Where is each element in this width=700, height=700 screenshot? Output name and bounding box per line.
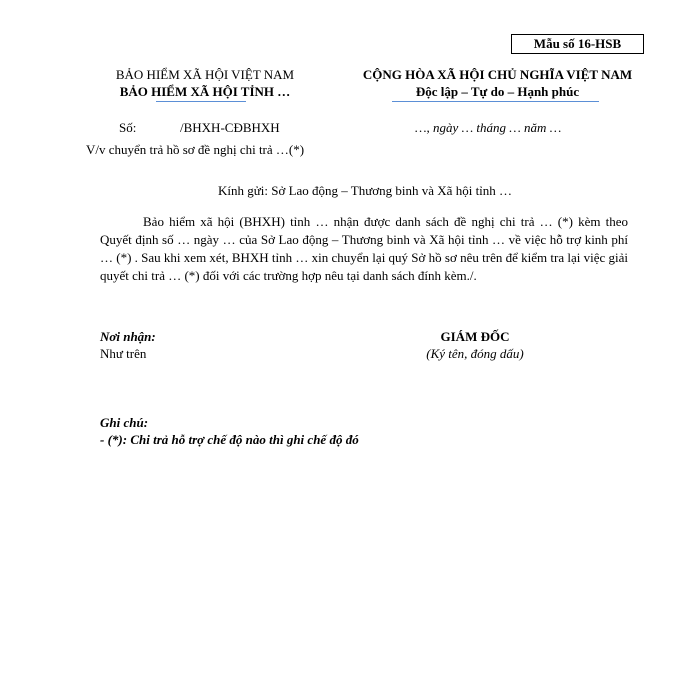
document-number: /BHXH-CĐBHXH bbox=[180, 120, 280, 135]
motto-underline bbox=[392, 101, 599, 102]
body-paragraph: Bảo hiểm xã hội (BHXH) tỉnh … nhận được danh sách đề nghị chi trả … (*) kèm theo Quyết định số … ngày … của Sở Lao động – Thương binh và Xã hội tỉnh … về việc hỗ trợ kinh phí … (*) . Sau khi xem xét, BHXH tỉnh … xin chuyển lại quý Sở hồ sơ nêu trên để kiểm tra lại việc giải quyết chi trả … (*) đối với các trường hợp nêu tại danh sách đính kèm./. bbox=[100, 214, 628, 283]
recipient-line: Kính gửi: Sở Lao động – Thương binh và Xã hội tỉnh … bbox=[217, 183, 513, 198]
agency-name: BẢO HIỂM XÃ HỘI VIỆT NAM bbox=[115, 67, 295, 82]
signer-note: (Ký tên, đóng dấu) bbox=[426, 346, 524, 361]
recipients-value: Như trên bbox=[100, 346, 147, 361]
form-code-box: Mẫu số 16-HSB bbox=[511, 34, 644, 54]
provincial-agency-name: BẢO HIỂM XÃ HỘI TỈNH … bbox=[119, 84, 291, 99]
document-number-label: Số: bbox=[119, 120, 137, 135]
note-label: Ghi chú: bbox=[100, 415, 149, 430]
note-text: - (*): Chi trả hỗ trợ chế độ nào thì ghi chế độ đó bbox=[100, 432, 359, 447]
recipients-label: Nơi nhận: bbox=[100, 329, 156, 344]
national-title: CỘNG HÒA XÃ HỘI CHỦ NGHĨA VIỆT NAM bbox=[362, 67, 633, 82]
national-motto: Độc lập – Tự do – Hạnh phúc bbox=[415, 84, 580, 99]
signer-title: GIÁM ĐỐC bbox=[440, 329, 510, 344]
date-line: …, ngày … tháng … năm … bbox=[415, 120, 562, 135]
agency-underline bbox=[156, 101, 246, 102]
subject-line: V/v chuyển trả hồ sơ đề nghị chi trả …(*) bbox=[86, 142, 305, 157]
